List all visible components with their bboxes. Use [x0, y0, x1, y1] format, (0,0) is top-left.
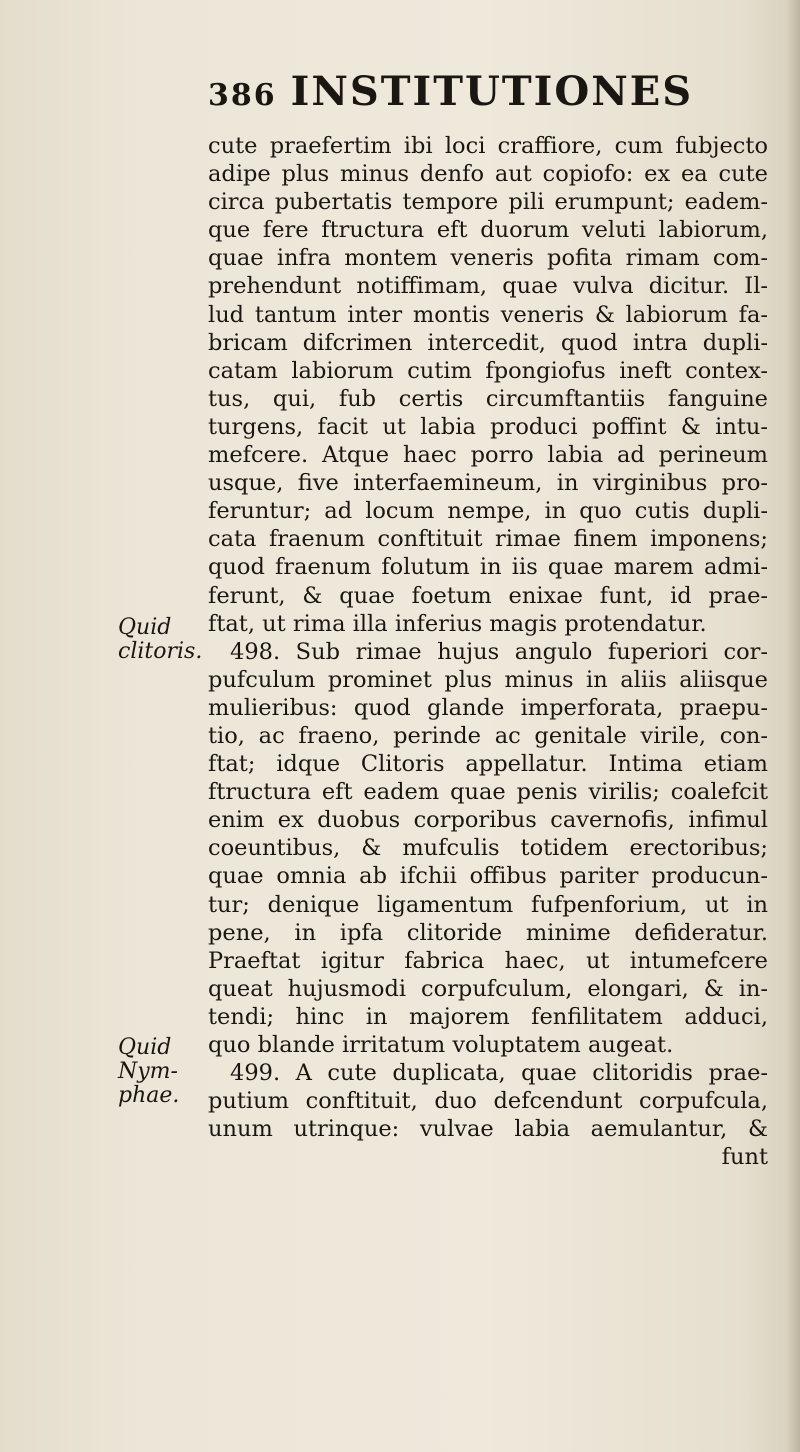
text-line: tus, qui, fub certis circumftantiis fanguine	[208, 385, 768, 412]
body-text	[208, 132, 768, 1171]
text-line: queat hujusmodi corpufculum, elongari, & in-	[208, 975, 768, 1002]
running-head	[208, 68, 693, 115]
page-number: 386	[208, 78, 277, 113]
text-line: unum utrinque: vulvae labia aemulantur, &	[208, 1116, 768, 1143]
margin-note-line: Quid	[118, 615, 172, 640]
text-line: mefcere. Atque haec porro labia ad perineum	[208, 442, 768, 469]
text-line: turgens, facit ut labia produci poffint & intu-	[208, 413, 768, 440]
text-line: quae omnia ab ifchii offibus pariter producun-	[208, 863, 768, 890]
text-line: bricam difcrimen intercedit, quod intra dupli-	[208, 329, 768, 356]
text-line: pene, in ipfa clitoride minime defideratur.	[208, 919, 768, 946]
text-line: tur; denique ligamentum fufpenforium, ut in	[208, 891, 768, 918]
text-line: mulieribus: quod glande imperforata, praepu-	[208, 694, 768, 721]
text-line: cata fraenum conftituit rimae finem imponens;	[208, 526, 768, 553]
text-line: ftat, ut rima illa inferius magis protendatur.	[208, 610, 707, 637]
text-line: tio, ac fraeno, perinde ac genitale virile, con-	[208, 722, 768, 749]
page-edge-shadow	[786, 0, 800, 1452]
paragraph-498-start: 498. Sub rimae hujus angulo fuperiori cor-	[230, 638, 768, 665]
margin-note-nymphae	[118, 1036, 179, 1108]
text-line: pufculum prominet plus minus in aliis aliisque	[208, 666, 768, 693]
text-line: lud tantum inter montis veneris & labiorum fa-	[208, 301, 768, 328]
text-line: prehendunt notiffimam, quae vulva dicitur. Il-	[208, 273, 768, 300]
margin-note-line: Nym-	[118, 1059, 178, 1084]
text-line: ftat; idque Clitoris appellatur. Intima etiam	[208, 751, 768, 778]
text-line: quo blande irritatum voluptatem augeat.	[208, 1032, 674, 1058]
text-line: quod fraenum folutum in iis quae marem admi-	[208, 554, 768, 581]
text-line: coeuntibus, & mufculis totidem erectoribus;	[208, 835, 768, 862]
margin-note-clitoris	[118, 616, 202, 664]
text-line: enim ex duobus corporibus cavernofis, infimul	[208, 807, 768, 834]
text-line: Praeftat igitur fabrica haec, ut intumefcere	[208, 947, 768, 974]
text-line: cute praefertim ibi loci craffiore, cum fubjecto	[208, 133, 768, 159]
text-line: catam labiorum cutim fpongiofus ineft contex-	[208, 357, 768, 384]
running-title: INSTITUTIONES	[290, 68, 694, 115]
text-line: que fere ftructura eft duorum veluti labiorum,	[208, 217, 768, 244]
margin-note-line: phae.	[118, 1083, 180, 1108]
text-line: putium conftituit, duo defcendunt corpufcula,	[208, 1088, 768, 1115]
text-line: ftructura eft eadem quae penis virilis; coalefcit	[208, 779, 768, 806]
catchword: funt	[721, 1144, 768, 1171]
text-line: adipe plus minus denfo aut copiofo: ex ea cute	[208, 161, 768, 188]
text-line: circa pubertatis tempore pili erumpunt; eadem-	[208, 189, 768, 216]
text-line: tendi; hinc in majorem fenfilitatem adduci,	[208, 1003, 768, 1030]
text-line: usque, five interfaemineum, in virginibus pro-	[208, 470, 768, 497]
text-line: ferunt, & quae foetum enixae funt, id prae-	[208, 582, 768, 609]
margin-note-line: Quid	[118, 1035, 172, 1060]
text-line: feruntur; ad locum nempe, in quo cutis dupli-	[208, 498, 768, 525]
paragraph-499-start: 499. A cute duplicata, quae clitoridis prae-	[230, 1060, 768, 1087]
text-line: quae infra montem veneris pofita rimam com-	[208, 245, 768, 272]
margin-note-line: clitoris.	[118, 639, 203, 664]
